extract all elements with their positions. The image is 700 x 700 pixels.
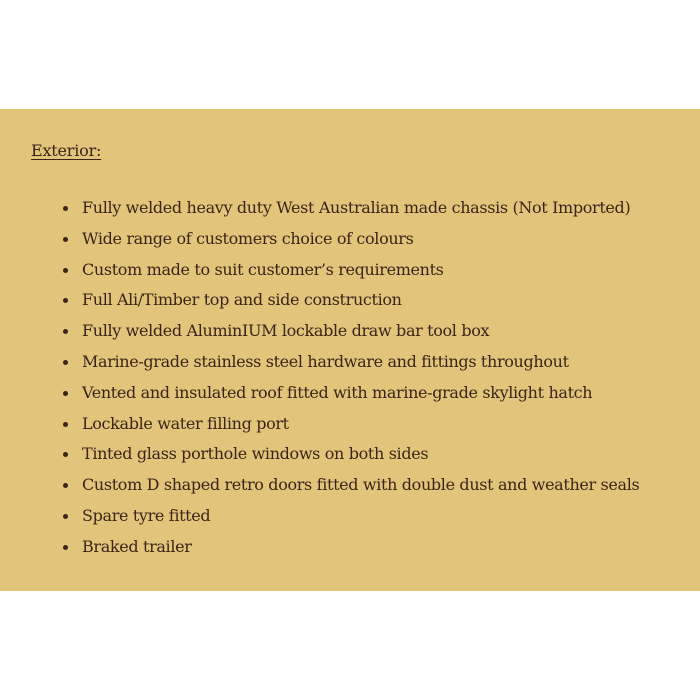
list-item [56,224,639,255]
list-item-text: Lockable water filling port [82,413,289,433]
bullet-icon [63,514,68,519]
list-item [56,378,639,409]
bullet-icon [63,545,68,550]
list-item [56,285,639,316]
list-item [56,316,639,347]
list-item [56,532,639,563]
bullet-icon [63,329,68,334]
list-item-text: Vented and insulated roof fitted with marine-grade skylight hatch [82,382,593,402]
list-item [56,409,639,440]
list-item-text: Fully welded heavy duty West Australian made chassis (Not Imported) [82,198,631,217]
list-item [56,255,639,286]
exterior-panel [0,109,700,591]
list-item-text: Braked trailer [82,536,192,556]
list-item-text: Wide range of customers choice of colours [82,228,414,248]
bullet-icon [63,237,68,242]
bullet-icon [63,298,68,303]
list-item-text: Tinted glass porthole windows on both sides [82,444,429,464]
bullet-icon [63,268,68,273]
list-item [56,501,639,532]
list-item-text: Custom D shaped retro doors fitted with double dust and weather seals [82,475,640,495]
list-item-text: Fully welded AluminIUM lockable draw bar tool box [82,321,490,341]
list-item-text: Custom made to suit customer’s requirements [82,259,444,279]
list-item-text: Full Ali/Timber top and side construction [82,290,402,310]
feature-list [56,193,639,563]
section-heading: Exterior: [31,141,102,160]
bullet-icon [63,422,68,427]
bullet-icon [63,483,68,488]
bullet-icon [63,391,68,396]
list-item [56,470,639,501]
list-item [56,193,639,224]
bullet-icon [63,452,68,457]
list-item-text: Marine-grade stainless steel hardware and fittings throughout [82,351,569,371]
list-item-text: Spare tyre fitted [82,505,211,525]
list-item [56,439,639,470]
bullet-icon [63,206,68,211]
bullet-icon [63,360,68,365]
list-item [56,347,639,378]
